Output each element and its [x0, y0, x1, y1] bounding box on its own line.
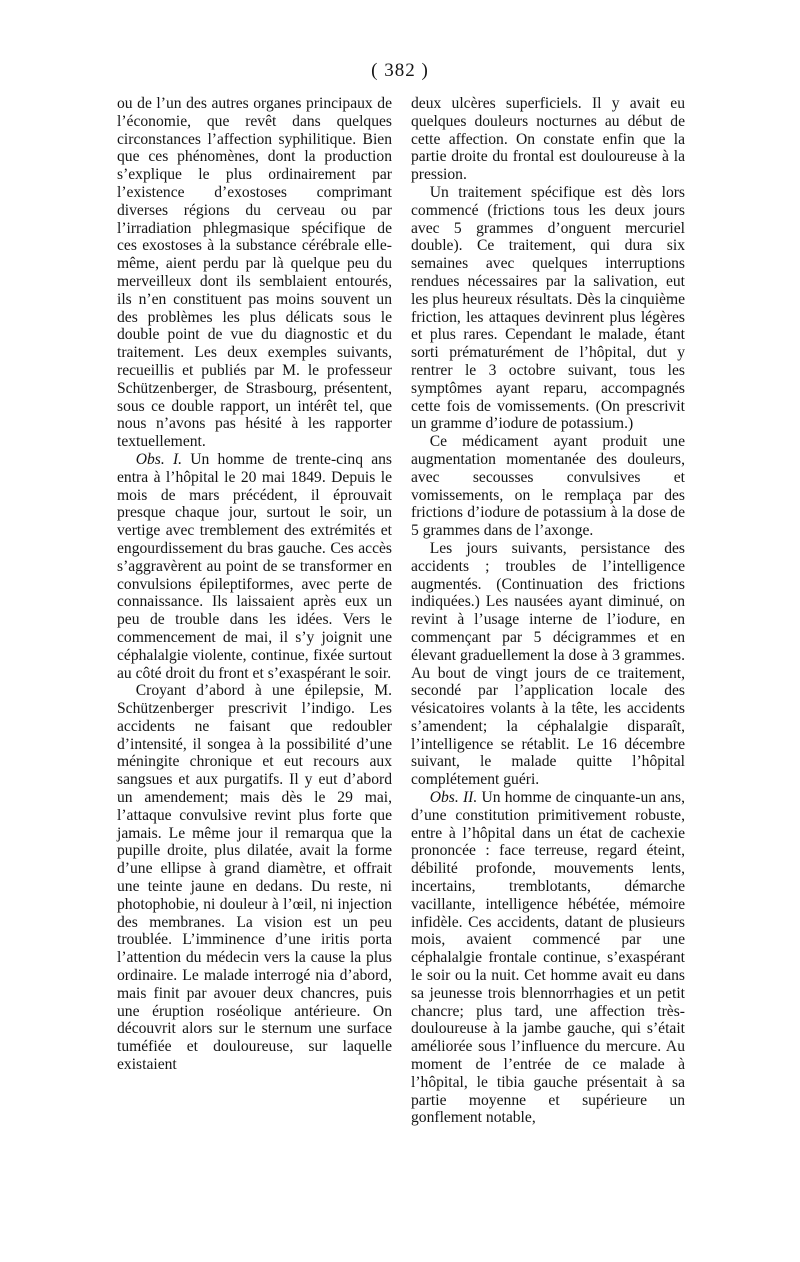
paragraph-treatment-1: Croyant d’abord à une épilepsie, M. Schützenberger prescrivit l’indigo. Les accidents ne faisant que redoubler d’intensité, il songea à la possibilité d’une méningite chronique et eut recours aux sangsues et aux purgatifs. Il y eut d’abord un amendement; mais dès le 29 mai, l’attaque convulsive revint plus forte que jamais. Le même jour il remarqua que la pupille droite, plus dilatée, avait la forme d’une ellipse à grand diamètre, et offrait une teinte jaune en dedans. Du reste, ni photophobie, ni douleur à l’œil, ni injection des membranes. La vision est un peu troublée. L’imminence d’une iritis porta l’attention du médecin vers la cause la plus ordinaire. Le malade interrogé nia d’abord, mais finit par avouer deux chancres, puis une éruption roséolique antérieure. On découvrit alors sur le sternum une surface tuméfiée et douloureuse, sur laquelle existaient [117, 682, 392, 1074]
page-number: ( 382 ) [371, 60, 429, 81]
obs-1-label: Obs. I. [135, 450, 183, 468]
paragraph-obs-1 [117, 451, 392, 682]
obs-1-text: Un homme de trente-cinq ans entra à l’hôpital le 20 mai 1849. Depuis le mois de mars précédent, il éprouvait presque chaque jour, surtout le soir, un vertige avec tremblement des extrémités et engourdissement du bras gauche. Ces accès s’aggravèrent au point de se transformer en convulsions épileptiformes, avec perte de connaissance. Ils laissaient après eux un peu de trouble dans les idées. Vers le commencement de mai, il s’y joignit une céphalalgie violente, continue, fixée surtout au côté droit du front et s’exaspérant le soir. [117, 450, 393, 682]
obs-2-text: Un homme de cinquante-un ans, d’une constitution primitivement robuste, entre à l’hôpital dans un état de cachexie prononcée : face terreuse, regard éteint, débilité profonde, mouvements lents, incertains, tremblotants, démarche vacillante, intelligence hébétée, mémoire infidèle. Ces accidents, datant de plusieurs mois, avaient commencé par une céphalalgie frontale continue, s’exaspérant le soir ou la nuit. Cet homme avait eu dans sa jeunesse trois blennorrhagies et un petit chancre; plus tard, une affection très-douloureuse à la jambe gauche, qui s’était améliorée sous l’influence du mercure. Au moment de l’entrée de ce malade à l’hôpital, le tibia gauche présentait à sa partie moyenne et supérieure un gonflement notable, [411, 789, 685, 1127]
paragraph-following-days: Les jours suivants, persistance des accidents ; troubles de l’intelligence augmentés. (Continuation des frictions indiquées.) Les nausées ayant diminué, on revint à l’usage interne de l’iodure, en commençant par 5 décigrammes et en élevant graduellement la dose à 3 grammes. Au bout de vingt jours de ce traitement, secondé par l’application locale des vésicatoires volants à la tête, les accidents s’amendent; la céphalalgie disparaît, l’intelligence se rétablit. Le 16 décembre suivant, le malade quitte l’hôpital complétement guéri. [411, 539, 685, 789]
paragraph-continuation: deux ulcères superficiels. Il y avait eu quelques douleurs nocturnes au début de cette affection. On constate enfin que la partie droite du frontal est douloureuse à la pression. [411, 95, 685, 184]
paragraph-obs-2 [411, 789, 685, 1127]
paragraph-medication: Ce médicament ayant produit une augmentation momentanée des douleurs, avec secousses convulsives et vomissements, on le remplaça par des frictions d’iodure de potassium à la dose de 5 grammes dans de l’axonge. [411, 433, 685, 540]
paragraph-intro: ou de l’un des autres organes principaux de l’économie, que revêt dans quelques circonstances l’affection syphilitique. Bien que ces phénomènes, dont la production s’explique le plus ordinairement par l’existence d’exostoses comprimant diverses régions du cerveau ou par l’irradiation phlegmasique spécifique de ces exostoses à la substance cérébrale elle-même, aient perdu par là quelque peu du merveilleux dont ils semblaient entourés, ils n’en constituent pas moins souvent un des problèmes les plus délicats sous le double point de vue du diagnostic et du traitement. Les deux exemples suivants, recueillis et publiés par M. le professeur Schützenberger, de Strasbourg, présentent, sous ce double rapport, un intérêt tel, que nous n’avons pas hésité à les rapporter textuellement. [117, 95, 392, 451]
obs-2-label: Obs. II. [429, 789, 478, 807]
paragraph-specific-treatment: Un traitement spécifique est dès lors commencé (frictions tous les deux jours avec 5 grammes d’onguent mercuriel double). Ce traitement, qui dura six semaines avec quelques interruptions rendues nécessaires par la salivation, eut les plus heureux résultats. Dès la cinquième friction, les attaques devinrent plus légères et plus rares. Cependant le malade, étant sorti prématurément de l’hôpital, dut y rentrer le 3 octobre suivant, tous les symptômes ayant reparu, accompagnés cette fois de vomissements. (On prescrivit un gramme d’iodure de potassium.) [411, 183, 685, 433]
right-column [411, 95, 685, 1127]
left-column [117, 95, 392, 1074]
